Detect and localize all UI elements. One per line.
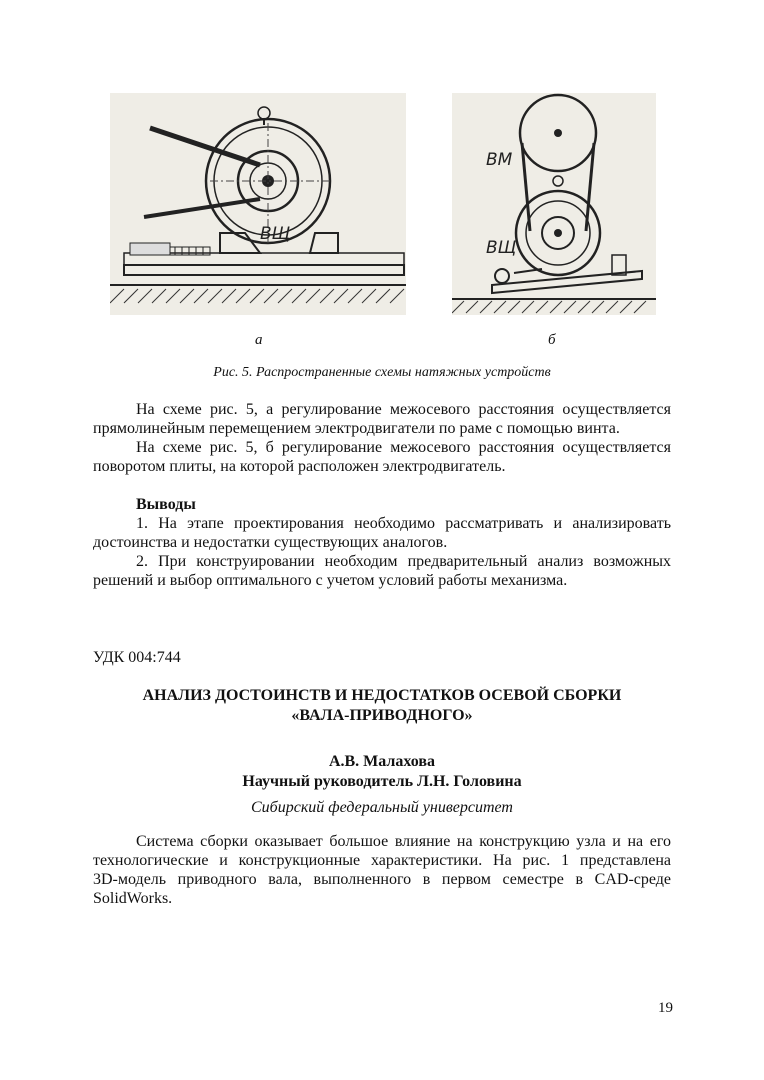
conclusions-section bbox=[93, 495, 671, 590]
article-title bbox=[93, 686, 671, 726]
affiliation: Сибирский федеральный университет bbox=[251, 799, 513, 816]
figure-panel-b bbox=[452, 93, 656, 315]
text-line: решений и выбор оптимального с учетом условий работы механизма. bbox=[93, 572, 568, 589]
article-authors bbox=[93, 752, 671, 792]
text-line: SolidWorks. bbox=[93, 890, 173, 907]
text-line: 1. На этапе проектирования необходимо рассматривать и анализировать bbox=[136, 515, 671, 532]
advisor-name: Научный руководитель Л.Н. Головина bbox=[242, 773, 522, 790]
text-line: На схеме рис. 5, б регулирование межосевого расстояния осуществляется bbox=[136, 439, 671, 456]
conclusions-heading: Выводы bbox=[136, 496, 196, 513]
text-line: Система сборки оказывает большое влияние на конструкцию узла и на его bbox=[136, 833, 671, 850]
text-line: поворотом плиты, на которой расположен электродвигатель. bbox=[93, 458, 506, 475]
text-line: достоинства и недостатки существующих аналогов. bbox=[93, 534, 448, 551]
figure-label-a: а bbox=[255, 332, 263, 348]
article-title-line: «ВАЛА-ПРИВОДНОГО» bbox=[291, 707, 473, 724]
page-number: 19 bbox=[658, 1000, 673, 1016]
panel-b-label-vshch: ВЩ bbox=[486, 238, 517, 258]
article-title-line: АНАЛИЗ ДОСТОИНСТВ И НЕДОСТАТКОВ ОСЕВОЙ СБОРКИ bbox=[142, 687, 622, 704]
paragraph-scheme-a bbox=[93, 400, 671, 438]
article-body-paragraph bbox=[93, 832, 671, 908]
text-line: 3D-модель приводного вала, выполненного в первом семестре в CAD-среде bbox=[93, 871, 671, 888]
panel-b-label-vm: ВМ bbox=[486, 150, 513, 170]
tension-scheme-b-drawing bbox=[452, 93, 656, 315]
paragraph-scheme-b bbox=[93, 438, 671, 476]
tension-scheme-a-drawing bbox=[110, 93, 406, 315]
figure-caption: Рис. 5. Распространенные схемы натяжных устройств bbox=[213, 365, 551, 380]
text-line: На схеме рис. 5, а регулирование межосевого расстояния осуществляется bbox=[136, 401, 671, 418]
text-line: технологические и конструкционные характеристики. На рис. 1 представлена bbox=[93, 852, 671, 869]
panel-a-label-vshch: ВЩ bbox=[260, 224, 291, 244]
text-line: 2. При конструировании необходим предварительный анализ возможных bbox=[136, 553, 671, 570]
text-line: прямолинейным перемещением электродвигатели по раме с помощью винта. bbox=[93, 420, 620, 437]
udk-code: УДК 004:744 bbox=[93, 649, 181, 666]
figure-label-b: б bbox=[548, 332, 556, 348]
figure-panel-a bbox=[110, 93, 406, 315]
author-name: А.В. Малахова bbox=[328, 753, 436, 770]
